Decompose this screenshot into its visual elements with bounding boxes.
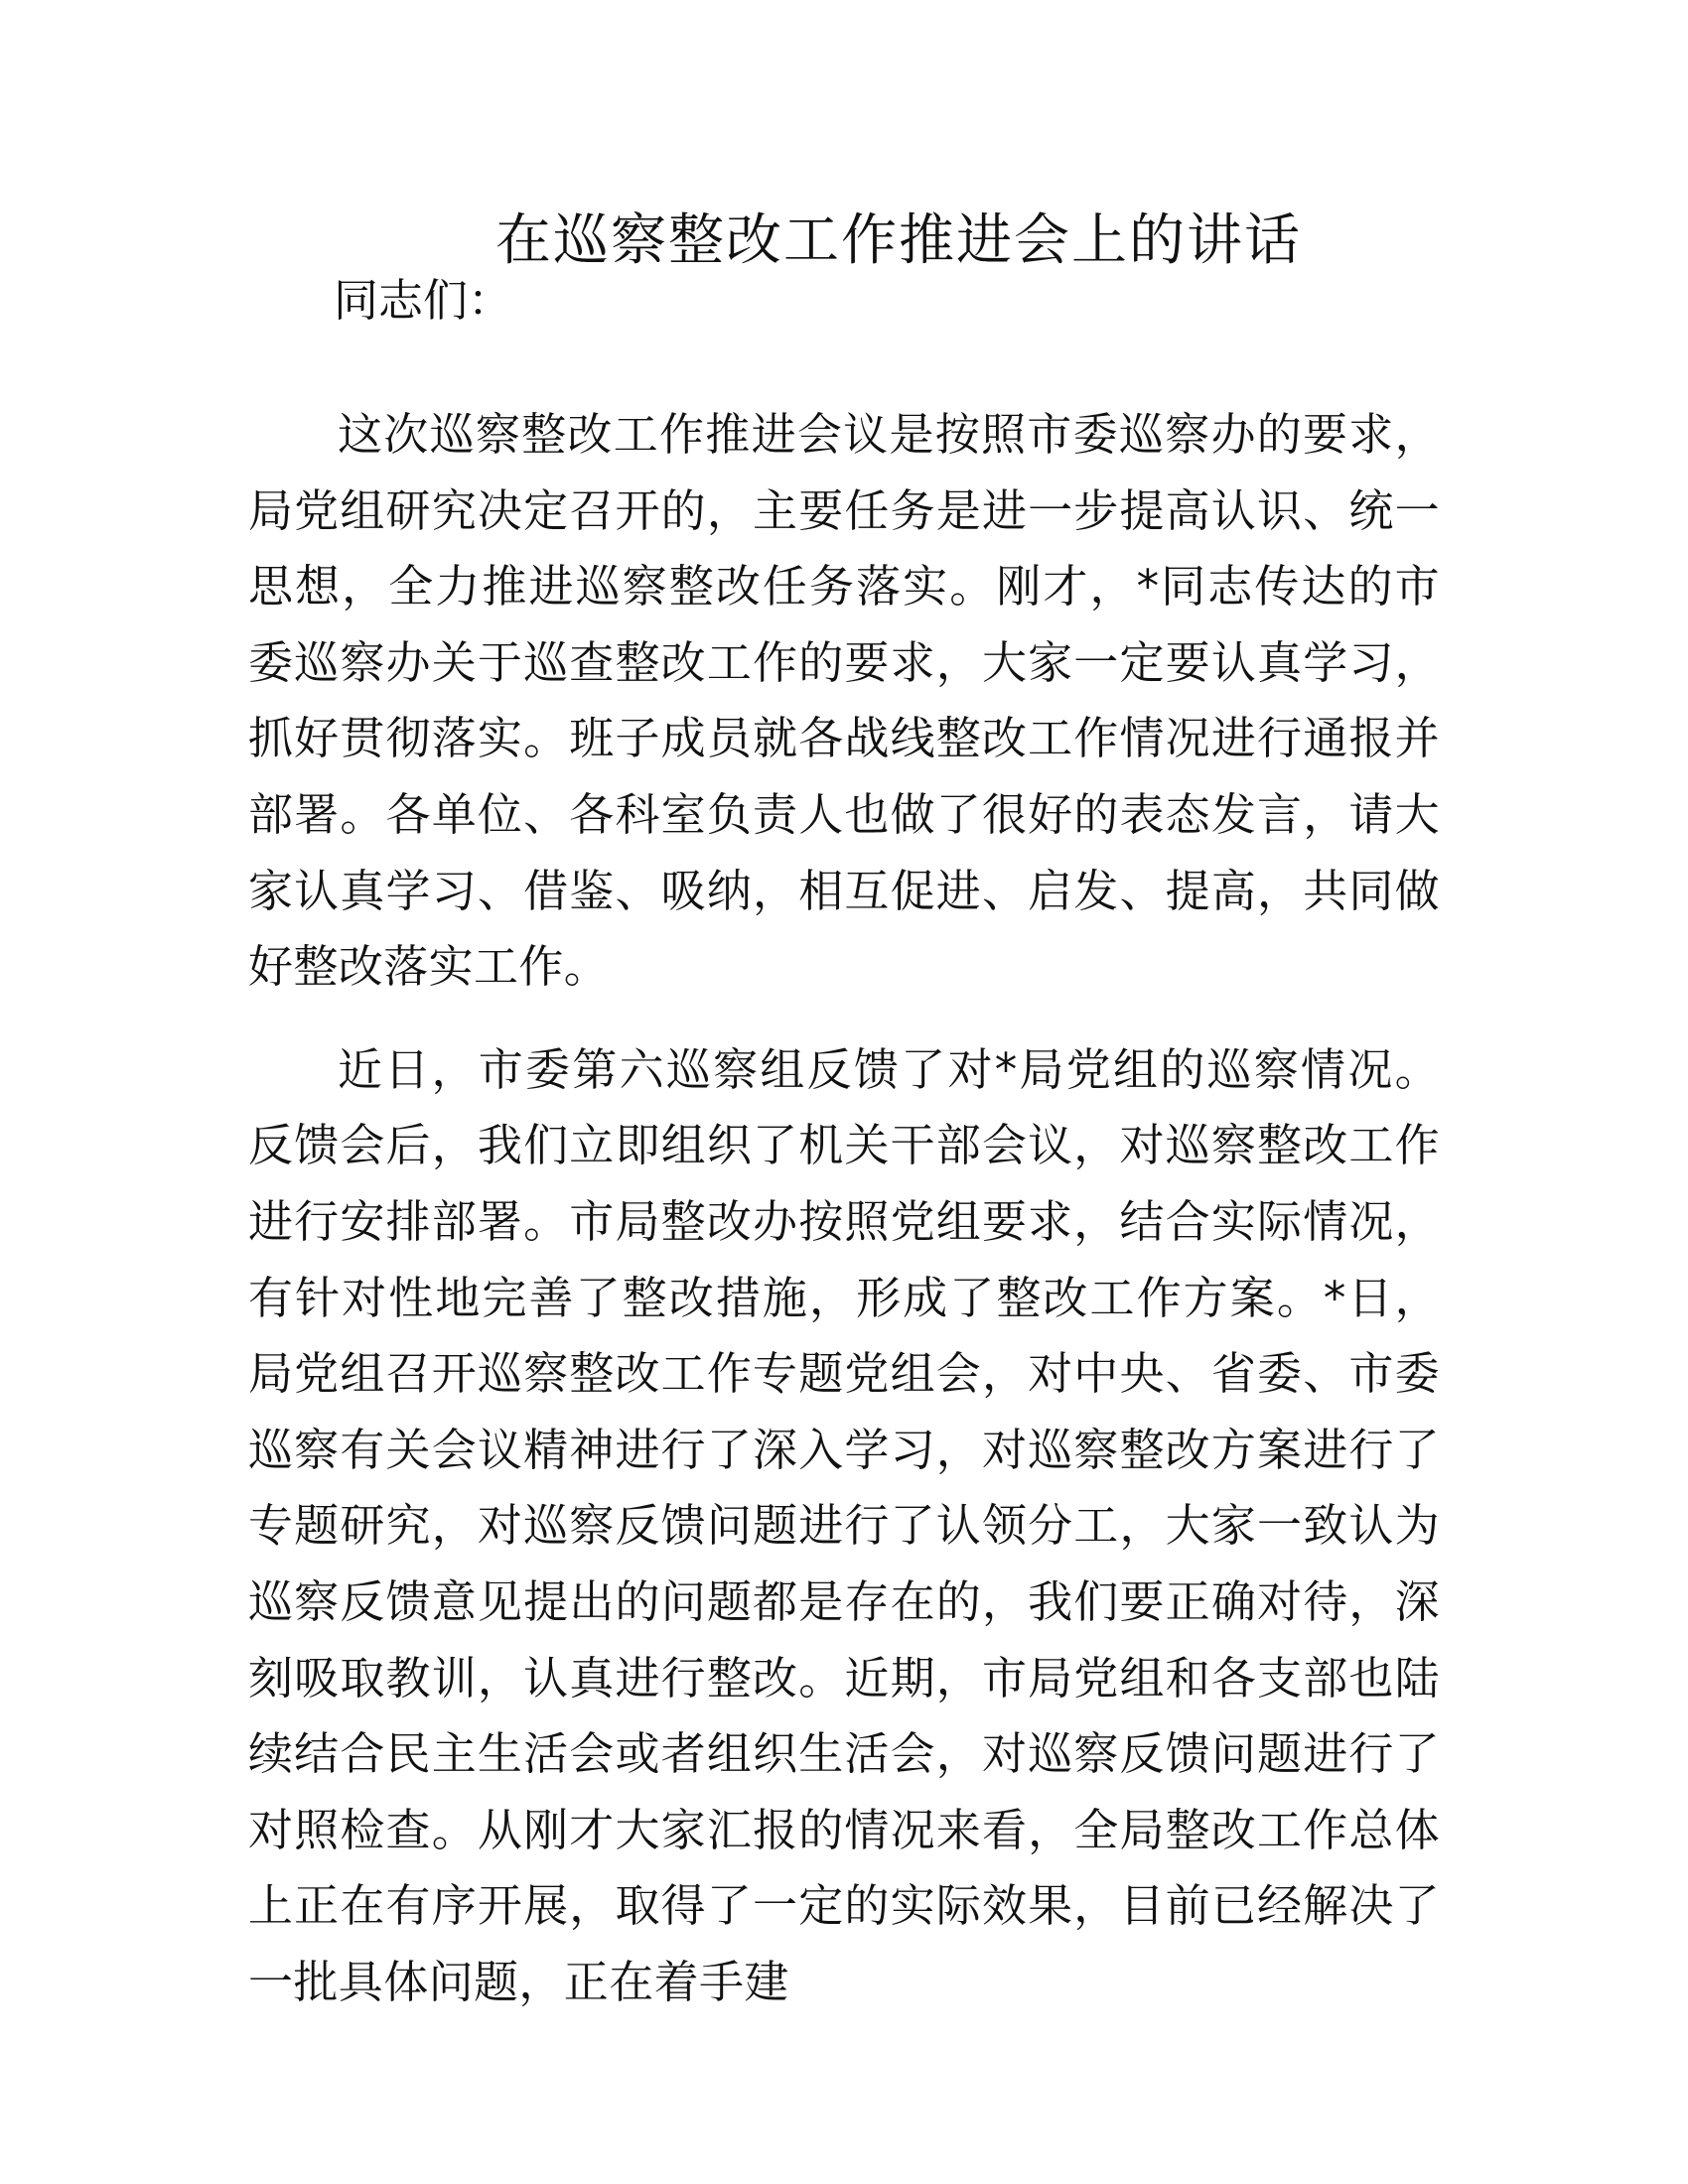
- salutation: 同志们：: [334, 274, 513, 327]
- paragraph-1: 这次巡察整改工作推进会议是按照市委巡察办的要求，局党组研究决定召开的，主要任务是进一步提高认识、统一思想，全力推进巡察整改任务落实。刚才，*同志传达的市委巡察办关于巡查整改工作的要求，大家一定要认真学习，抓好贯彻落实。班子成员就各战线整改工作情况进行通报并部署。各单位、各科室负责人也做了很好的表态发言，请大家认真学习、借鉴、吸纳，相互促进、启发、提高，共同做好整改落实工作。: [248, 408, 1440, 994]
- paragraph-2: 近日，市委第六巡察组反馈了对*局党组的巡察情况。反馈会后，我们立即组织了机关干部会议，对巡察整改工作进行安排部署。市局整改办按照党组要求，结合实际情况，有针对性地完善了整改措施，形成了整改工作方案。*日，局党组召开巡察整改工作专题党组会，对中央、省委、市委巡察有关会议精神进行了深入学习，对巡察整改方案进行了专题研究，对巡察反馈问题进行了认领分工，大家一致认为巡察反馈意见提出的问题都是存在的，我们要正确对待，深刻吸取教训，认真进行整改。近期，市局党组和各支部也陆续结合民主生活会或者组织生活会，对巡察反馈问题进行了对照检查。从刚才大家汇报的情况来看，全局整改工作总体上正在有序开展，取得了一定的实际效果，目前已经解决了一批具体问题，正在着手建: [248, 1042, 1440, 2008]
- document-body: [248, 397, 1440, 2047]
- document-title: 在巡察整改工作推进会上的讲话: [495, 208, 1302, 273]
